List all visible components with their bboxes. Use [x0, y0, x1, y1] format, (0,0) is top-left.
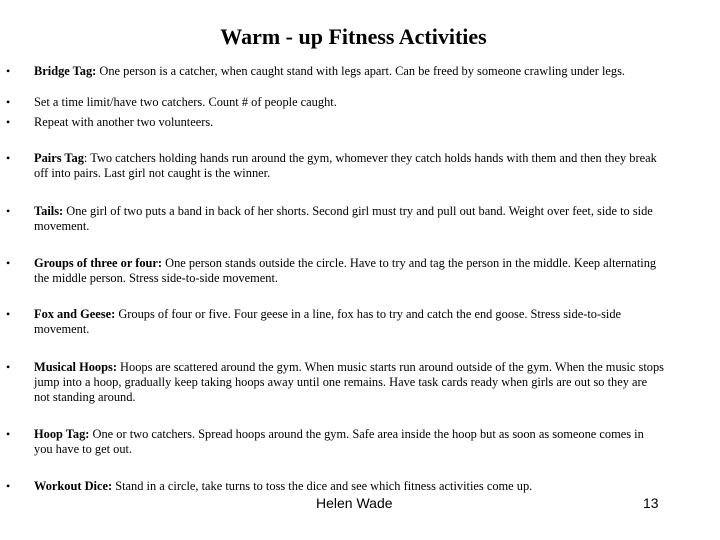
- item-label: Groups of three or four:: [34, 256, 163, 270]
- item-label: Tails:: [34, 204, 64, 218]
- list-item-workout-dice: [34, 479, 664, 494]
- bullet-icon: •: [6, 307, 11, 321]
- bullet-icon: •: [6, 204, 11, 218]
- item-label: Hoop Tag:: [34, 427, 90, 441]
- item-label: Musical Hoops:: [34, 360, 117, 374]
- page-number: 13: [643, 495, 659, 511]
- bullet-icon: •: [6, 256, 11, 270]
- list-item-fox-and-geese: [34, 307, 664, 337]
- bullet-icon: •: [6, 64, 11, 78]
- list-item-bridge-tag: [34, 64, 664, 79]
- item-text: Stand in a circle, take turns to toss the dice and see which fitness activities come up.: [112, 479, 533, 493]
- item-label: Workout Dice:: [34, 479, 113, 493]
- item-text: Hoops are scattered around the gym. When music starts run around outside of the gym. When the music stops jump into a hoop, gradually keep taking hoops away until one remains. Have task cards ready when girls are out so they are not standing around.: [34, 360, 664, 405]
- list-item-groups: [34, 256, 664, 286]
- item-text: Set a time limit/have two catchers. Count # of people caught.: [34, 95, 337, 109]
- bullet-icon: •: [6, 427, 11, 441]
- bullet-icon: •: [6, 360, 11, 374]
- item-text: One person is a catcher, when caught stand with legs apart. Can be freed by someone crawling under legs.: [96, 64, 625, 78]
- item-text: Groups of four or five. Four geese in a line, fox has to try and catch the end goose. Stress side-to-side movement.: [34, 307, 622, 337]
- page-title: Warm - up Fitness Activities: [220, 24, 487, 49]
- list-item-time-limit: [34, 95, 664, 110]
- item-text: Repeat with another two volunteers.: [34, 115, 214, 129]
- bullet-icon: •: [6, 115, 11, 129]
- bullet-icon: •: [6, 95, 11, 109]
- list-item-hoop-tag: [34, 427, 664, 457]
- bullet-icon: •: [6, 151, 11, 165]
- list-item-tails: [34, 204, 664, 234]
- list-item-musical-hoops: [34, 360, 664, 406]
- item-text: One girl of two puts a band in back of her shorts. Second girl must try and pull out band. Weight over feet, side to side movement.: [34, 204, 653, 234]
- item-text: One or two catchers. Spread hoops around the gym. Safe area inside the hoop but as soon as someone comes in you have to get out.: [34, 427, 644, 457]
- item-label: Pairs Tag: [34, 151, 84, 165]
- list-item-repeat: [34, 115, 664, 130]
- bullet-icon: •: [6, 479, 11, 493]
- list-item-pairs-tag: [34, 151, 664, 181]
- item-label: Bridge Tag:: [34, 64, 97, 78]
- item-text: One person stands outside the circle. Have to try and tag the person in the middle. Keep alternating the middle person. Stress side-to-side movement.: [34, 256, 657, 286]
- item-text: : Two catchers holding hands run around the gym, whomever they catch holds hands with them and then they break off into pairs. Last girl not caught is the winner.: [34, 151, 657, 181]
- footer-author: Helen Wade: [316, 495, 393, 511]
- item-label: Fox and Geese:: [34, 307, 116, 321]
